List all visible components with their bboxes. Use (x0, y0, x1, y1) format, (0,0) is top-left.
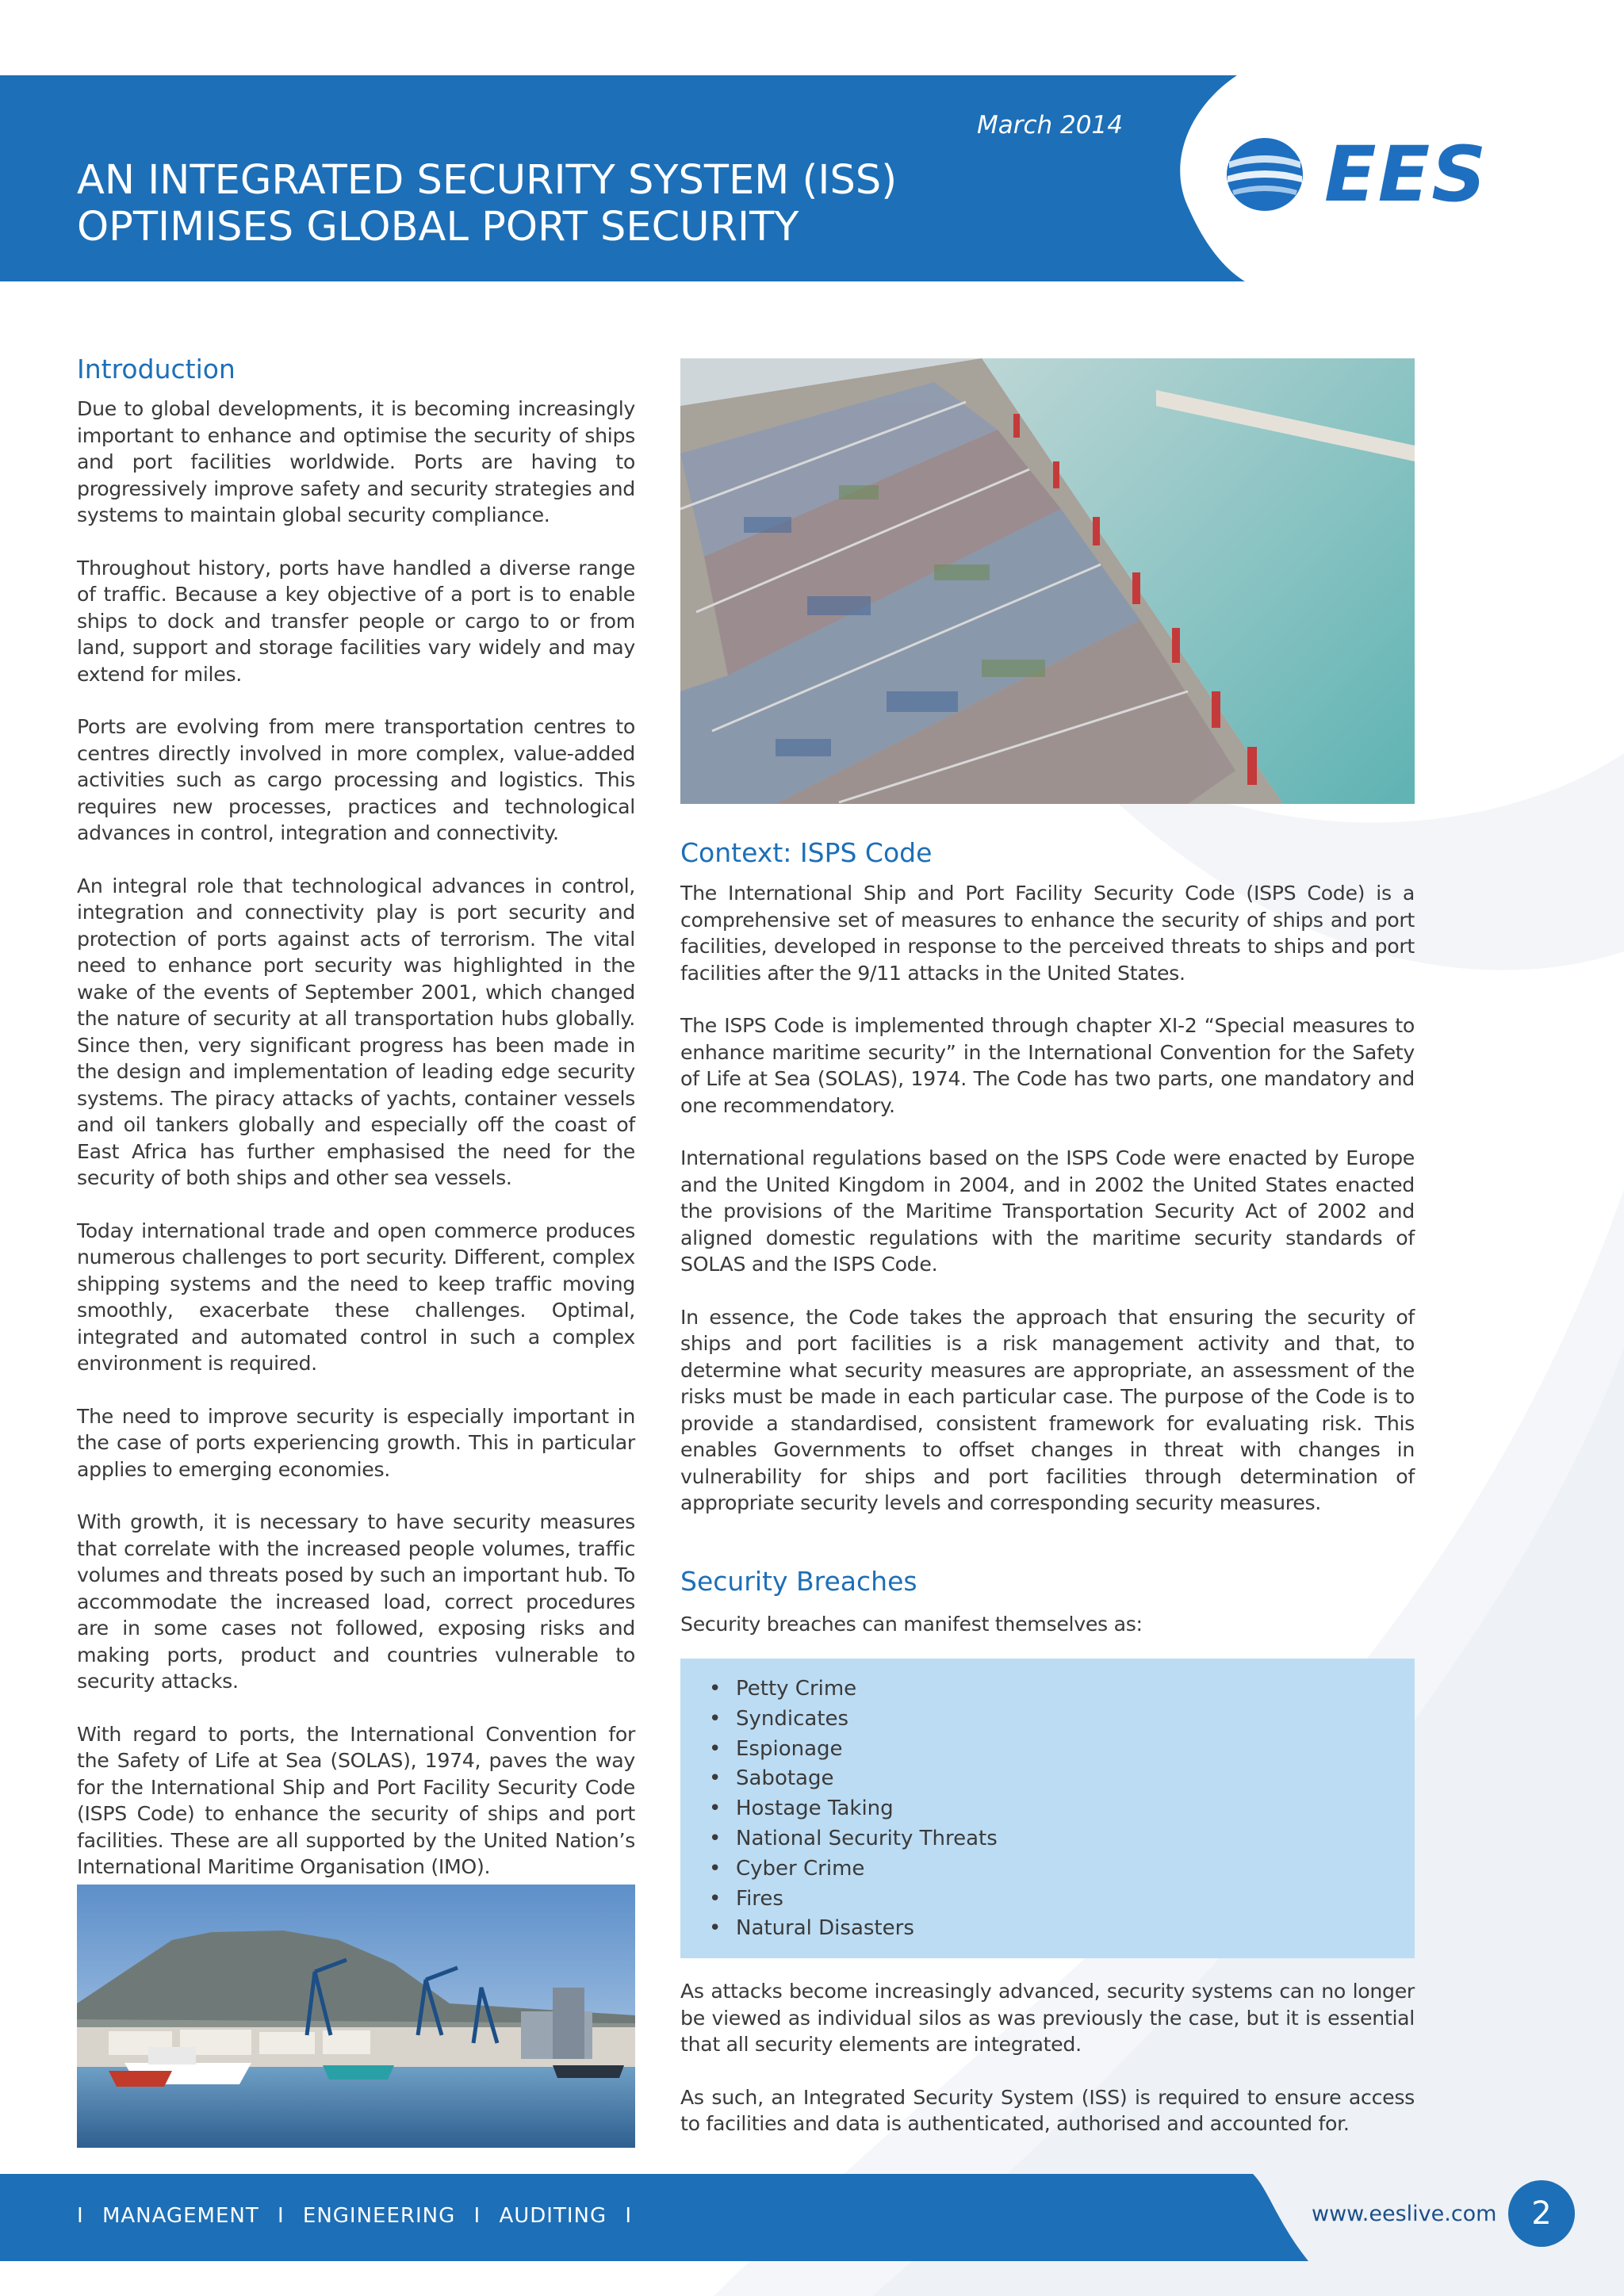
intro-paragraph: Due to global developments, it is becoming increasingly important to enhance and optimise the security of ships and port facilities worldwide. Ports are having to progressively improve safety and security strategies and systems to maintain global security compliance. (77, 397, 635, 526)
intro-paragraph: With growth, it is necessary to have security measures that correlate with the increased people volumes, traffic volumes and threats posed by such an important hub. To accommodate the increased load, correct procedures are in some cases not followed, exposing risks and making ports, product and countries vulnerable to security attacks. (77, 1510, 635, 1693)
page-title (77, 157, 1187, 251)
breaches-list (680, 1659, 1415, 1944)
harbour-photo (77, 1885, 635, 2148)
footer-separator: I (277, 2204, 285, 2228)
footer-separator: I (625, 2204, 633, 2228)
list-item: • Natural Disasters (736, 1914, 1415, 1944)
list-item: • Fires (736, 1885, 1415, 1915)
footer-separator: I (473, 2204, 481, 2228)
conclusion-paragraph: As attacks become increasingly advanced, security systems can no longer be viewed as individual silos as was previously the case, but it is essential that all security elements are integrated. (680, 1980, 1415, 2056)
breaches-heading: Security Breaches (680, 1566, 917, 1597)
list-item: • Hostage Taking (736, 1794, 1415, 1824)
logo-wordmark: EES (1324, 130, 1488, 219)
conclusion-paragraph: As such, an Integrated Security System (ISS) is required to ensure access to facilities and data is authenticated, authorised and accounted for. (680, 2085, 1415, 2135)
context-section (680, 836, 1415, 1543)
introduction-section (77, 353, 635, 1907)
list-item: • Petty Crime (736, 1674, 1415, 1705)
globe-logo-icon (1221, 135, 1308, 214)
intro-paragraph: The need to improve security is especially important in the case of ports experiencing growth. This in particular applies to emerging economies. (77, 1404, 635, 1481)
list-item: • Syndicates (736, 1705, 1415, 1735)
container-port-aerial-photo (680, 358, 1415, 804)
intro-paragraph: An integral role that technological advances in control, integration and connectivity play is port security and protection of ports against acts of terrorism. The vital need to enhance port security was highlighted in the wake of the events of September 2001, which changed the nature of security at all transportation hubs globally. Since then, very significant progress has been made in the design and implementation of leading edge security systems. The piracy attacks of yachts, container vessels and oil tankers globally and especially off the coast of East Africa has further emphasised the need for the security of both ships and other sea vessels. (77, 874, 635, 1189)
context-paragraph: The ISPS Code is implemented through chapter XI-2 “Special measures to enhance maritime security” in the International Convention for the Safety of Life at Sea (SOLAS), 1974. The Code has two parts, one mandatory and one recommendatory. (680, 1014, 1415, 1117)
title-line-2: OPTIMISES GLOBAL PORT SECURITY (77, 204, 799, 251)
intro-paragraph: Ports are evolving from mere transportation centres to centres directly involved in more complex, value-added activities such as cargo processing and logistics. This requires new processes, practices and technological advances in control, integration and connectivity. (77, 715, 635, 844)
title-line-1: AN INTEGRATED SECURITY SYSTEM (ISS) (77, 157, 898, 204)
intro-paragraph: Throughout history, ports have handled a diverse range of traffic. Because a key objective of a port is to enable ships to dock and transfer people or cargo to or from land, support and storage facilities vary widely and may extend for miles. (77, 556, 635, 686)
list-item: • Cyber Crime (736, 1854, 1415, 1885)
website-link[interactable]: www.eeslive.com (1312, 2202, 1497, 2226)
issue-date: March 2014 (977, 111, 1123, 140)
footer-separator: I (77, 2204, 84, 2228)
page-number: 2 (1508, 2180, 1575, 2247)
footer-link-engineering[interactable]: ENGINEERING (302, 2204, 456, 2228)
context-paragraph: The International Ship and Port Facility Security Code (ISPS Code) is a comprehensive set of measures to enhance the security of ships and port facilities, developed in response to the perceived threats to ships and port facilities after the 9/11 attacks in the United States. (680, 882, 1415, 985)
conclusion-section (680, 1978, 1415, 2164)
breaches-list-box (680, 1659, 1415, 1958)
ees-logo (1221, 130, 1554, 219)
introduction-heading: Introduction (77, 354, 236, 385)
intro-paragraph: Today international trade and open commerce produces numerous challenges to port security. Different, complex shipping systems and the need to keep traffic moving smoothly, exacerbate these challenges. Optimal, integrated and automated control in such a complex environment is required. (77, 1219, 635, 1375)
context-paragraph: In essence, the Code takes the approach that ensuring the security of ships and port facilities is a risk management activity and that, to determine what security measures are appropriate, an assessment of the risks must be made in each particular case. The purpose of the Code is to provide a standardised, consistent framework for evaluating risk. This enables Governments to offset changes in threat with changes in vulnerability for ships and port facilities through determination of appropriate security levels and corresponding security measures. (680, 1305, 1415, 1514)
footer-link-management[interactable]: MANAGEMENT (102, 2204, 259, 2228)
breaches-heading-block (680, 1565, 1415, 1664)
context-heading: Context: ISPS Code (680, 837, 933, 868)
list-item: • National Security Threats (736, 1824, 1415, 1854)
list-item: • Espionage (736, 1735, 1415, 1765)
footer-nav (77, 2204, 643, 2228)
breaches-intro: Security breaches can manifest themselves as: (680, 1613, 1143, 1636)
list-item: • Sabotage (736, 1764, 1415, 1794)
footer-link-auditing[interactable]: AUDITING (499, 2204, 607, 2228)
context-paragraph: International regulations based on the ISPS Code were enacted by Europe and the United Kingdom in 2004, and in 2002 the United States enacted the provisions of the Maritime Transportation Security Act of 2002 and aligned domestic regulations with the maritime security standards of SOLAS and the ISPS Code. (680, 1146, 1415, 1276)
intro-paragraph: With regard to ports, the International Convention for the Safety of Life at Sea (SOLAS), 1974, paves the way for the International Ship and Port Facility Security Code (ISPS Code) to enhance the security of ships and port facilities. These are all supported by the United Nation’s International Maritime Organisation (IMO). (77, 1722, 635, 1878)
